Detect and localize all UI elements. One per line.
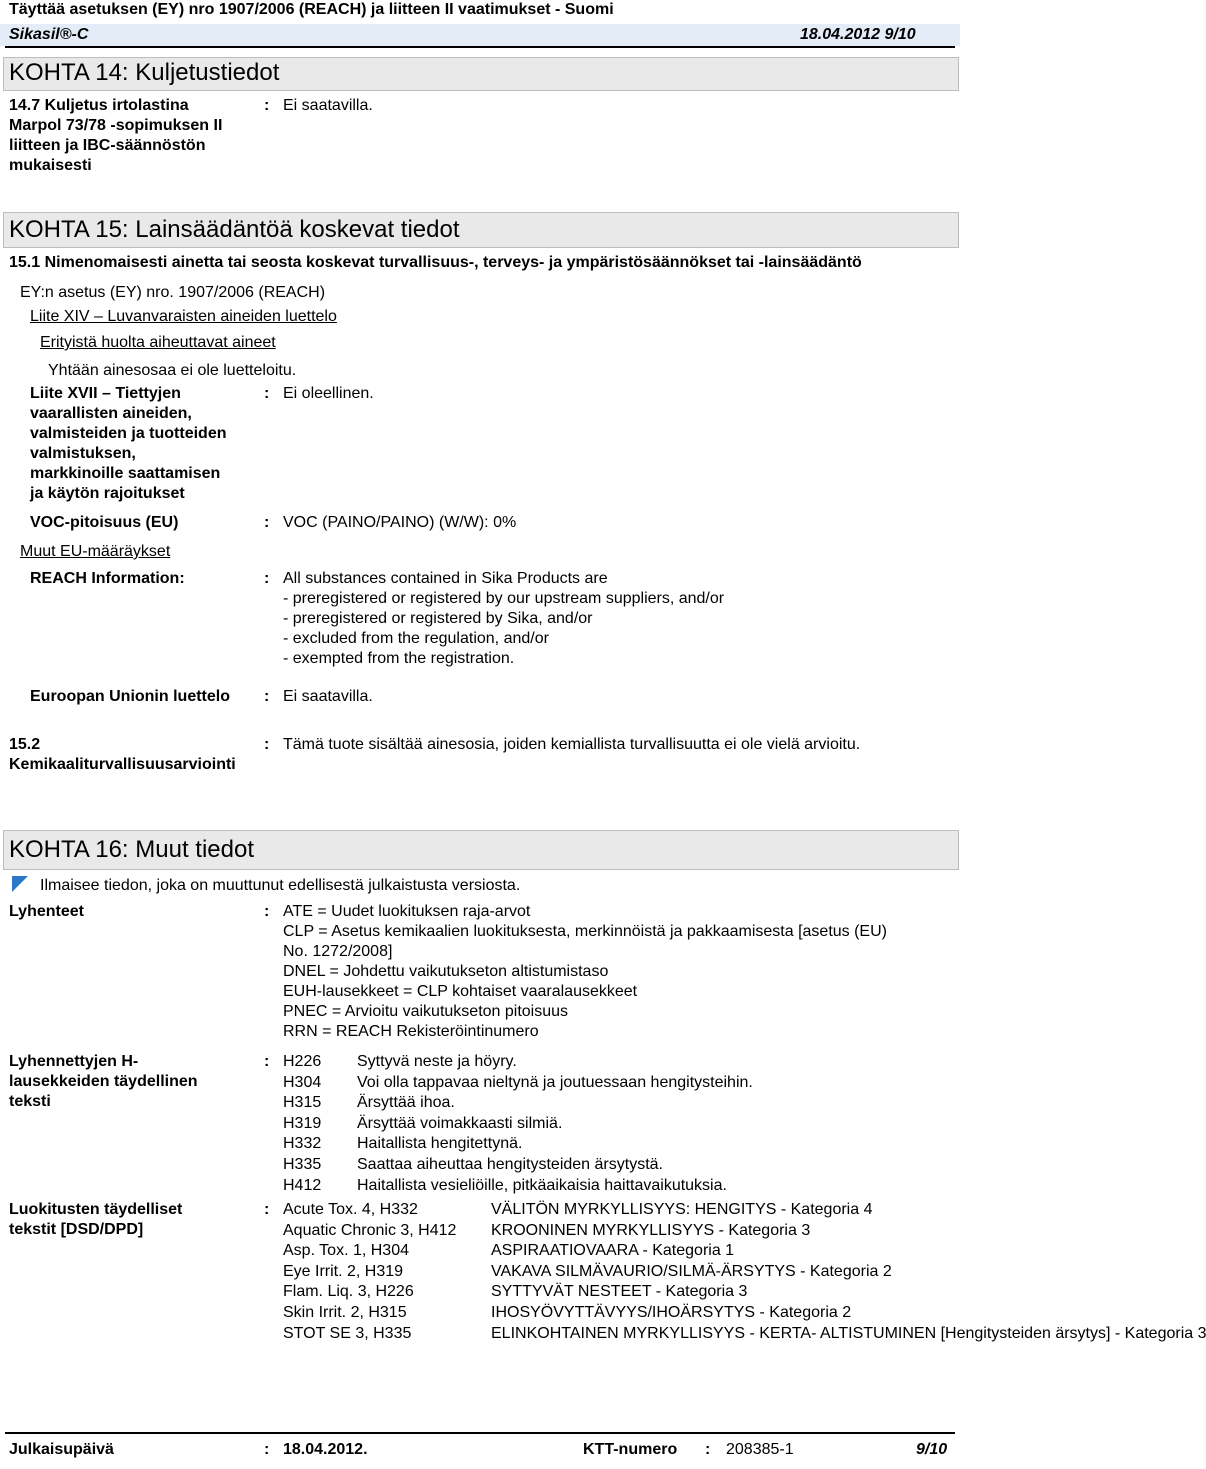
classifications-label: Luokitusten täydelliset tekstit [DSD/DPD]	[9, 1201, 183, 1238]
list-item	[357, 1052, 517, 1072]
h-code: H315	[283, 1094, 322, 1111]
list-item	[283, 1052, 321, 1072]
class-code: Aquatic Chronic 3, H412	[283, 1222, 457, 1239]
h-code: H304	[283, 1074, 322, 1091]
classifications-colon: :	[264, 1201, 270, 1218]
footer-ktt-label: KTT-numero	[583, 1441, 678, 1458]
footer-ktt-value: 208385-1	[726, 1441, 794, 1458]
h-text: Ärsyttää voimakkaasti silmiä.	[357, 1115, 563, 1132]
s14-bulk-transport-value: Ei saatavilla.	[283, 97, 373, 114]
class-text: ASPIRAATIOVAARA - Kategoria 1	[491, 1242, 735, 1259]
s15-1-subheading: 15.1 Nimenomaisesti ainetta tai seosta koskevat turvallisuus-, terveys- ja ympäristösäännökset tai -lainsäädäntö	[9, 254, 862, 271]
reach-info-colon: :	[264, 570, 270, 587]
list-item	[357, 1155, 663, 1175]
list-item	[283, 1176, 321, 1196]
h-text: Haitallista hengitettynä.	[357, 1135, 523, 1152]
class-code: Skin Irrit. 2, H315	[283, 1304, 407, 1321]
class-code: STOT SE 3, H335	[283, 1325, 412, 1342]
list-item	[283, 1134, 321, 1154]
class-text: IHOSYÖVYTTÄVYYS/IHOÄRSYTYS - Kategoria 2	[491, 1304, 852, 1321]
abbreviations-label: Lyhenteet	[9, 903, 84, 920]
h-statements-label: Lyhennettyjen H- lausekkeiden täydellinen teksti	[9, 1053, 198, 1110]
list-item	[283, 1241, 409, 1261]
footer-page-number: 9/10	[916, 1441, 948, 1458]
annex-17-value: Ei oleellinen.	[283, 385, 374, 402]
class-code: Acute Tox. 4, H332	[283, 1201, 418, 1218]
csa-colon: :	[264, 736, 270, 753]
list-item	[283, 1073, 321, 1093]
other-eu-heading: Muut EU-määräykset	[20, 543, 171, 560]
h-text: Voi olla tappavaa nieltynä ja joutuessaan hengitysteihin.	[357, 1074, 753, 1091]
header-date-page: 18.04.2012 9/10	[800, 26, 916, 43]
footer-ktt-colon: :	[705, 1441, 711, 1458]
svhc-heading: Erityistä huolta aiheuttavat aineet	[40, 334, 276, 351]
section-16-heading: KOHTA 16: Muut tiedot	[3, 830, 959, 870]
h-code: H226	[283, 1053, 322, 1070]
eu-list-label: Euroopan Unionin luettelo	[30, 688, 230, 705]
h-code: H335	[283, 1156, 322, 1173]
change-flag-icon	[12, 876, 28, 892]
classifications-list	[283, 1200, 1206, 1370]
header-rule	[5, 46, 955, 48]
annex-17-label: Liite XVII – Tiettyjen vaarallisten aineiden, valmisteiden ja tuotteiden valmistuksen, markkinoille saattamisen ja käytön rajoitukset	[30, 385, 227, 502]
list-item	[357, 1114, 562, 1134]
s14-bulk-transport-label: 14.7 Kuljetus irtolastina Marpol 73/78 -sopimuksen II liitteen ja IBC-säännöstön mukaisesti	[9, 97, 223, 174]
class-code: Eye Irrit. 2, H319	[283, 1263, 404, 1280]
list-item	[357, 1134, 522, 1154]
footer-pub-label: Julkaisupäivä	[9, 1441, 114, 1458]
h-code: H412	[283, 1177, 322, 1194]
product-name: Sikasil®-C	[9, 26, 89, 43]
list-item	[283, 1282, 414, 1302]
class-text: VÄLITÖN MYRKYLLISYYS: HENGITYS - Kategoria 4	[491, 1201, 873, 1218]
h-text: Saattaa aiheuttaa hengitysteiden ärsytystä.	[357, 1156, 663, 1173]
list-item	[283, 1155, 321, 1175]
eu-list-colon: :	[264, 688, 270, 705]
footer-pub-colon: :	[264, 1441, 270, 1458]
voc-colon: :	[264, 514, 270, 531]
csa-label: 15.2 Kemikaaliturvallisuusarviointi	[9, 736, 236, 773]
voc-label: VOC-pitoisuus (EU)	[30, 514, 179, 531]
h-statements-list	[283, 1052, 943, 1196]
voc-value: VOC (PAINO/PAINO) (W/W): 0%	[283, 514, 517, 531]
footer-pub-date: 18.04.2012.	[283, 1441, 368, 1458]
list-item	[491, 1324, 1206, 1344]
reach-info-value: All substances contained in Sika Products are - preregistered or registered by our upstream suppliers, and/or - preregistered or registered by Sika, and/or - excluded from the regulation, and/or - exempted from the registration.	[283, 570, 725, 667]
section-14-heading: KOHTA 14: Kuljetustiedot	[3, 57, 959, 91]
h-text: Haitallista vesieliöille, pitkäaikaisia haittavaikutuksia.	[357, 1177, 727, 1194]
h-text: Syttyvä neste ja höyry.	[357, 1053, 517, 1070]
class-code: Asp. Tox. 1, H304	[283, 1242, 409, 1259]
reach-regulation: EY:n asetus (EY) nro. 1907/2006 (REACH)	[20, 284, 326, 301]
svhc-text: Yhtään ainesosaa ei ole luetteloitu.	[48, 362, 297, 379]
list-item	[357, 1073, 753, 1093]
change-note: Ilmaisee tiedon, joka on muuttunut edellisestä julkaistusta versiosta.	[40, 877, 521, 894]
footer-rule	[5, 1432, 955, 1434]
section-15-heading: KOHTA 15: Lainsäädäntöä koskevat tiedot	[3, 212, 959, 248]
h-text: Ärsyttää ihoa.	[357, 1094, 455, 1111]
abbreviations-colon: :	[264, 903, 270, 920]
class-text: KROONINEN MYRKYLLISYYS - Kategoria 3	[491, 1222, 811, 1239]
abbreviations-value: ATE = Uudet luokituksen raja-arvot CLP = Asetus kemikaalien luokituksesta, merkinnöistä ja pakkaamisesta [asetus (EU) No. 1272/2008] DNEL = Johdettu vaikutukseton altistumistaso EUH-lausekkeet = CLP kohtaiset vaaralausekkeet PNEC = Arvioitu vaikutukseton pitoisuus RRN = REACH Rekisteröintinumero	[283, 903, 887, 1040]
h-statements-colon: :	[264, 1053, 270, 1070]
eu-list-value: Ei saatavilla.	[283, 688, 373, 705]
list-item	[491, 1262, 892, 1282]
list-item	[491, 1241, 734, 1261]
annex-14-heading: Liite XIV – Luvanvaraisten aineiden luettelo	[30, 308, 337, 325]
list-item	[491, 1282, 747, 1302]
class-text: VAKAVA SILMÄVAURIO/SILMÄ-ÄRSYTYS - Kategoria 2	[491, 1263, 892, 1280]
s14-colon: :	[264, 97, 270, 114]
annex-17-colon: :	[264, 385, 270, 402]
list-item	[283, 1093, 321, 1113]
list-item	[283, 1324, 411, 1344]
class-text: SYTTYVÄT NESTEET - Kategoria 3	[491, 1283, 748, 1300]
h-code: H332	[283, 1135, 322, 1152]
list-item	[283, 1114, 321, 1134]
reach-info-label: REACH Information:	[30, 570, 185, 587]
list-item	[283, 1303, 407, 1323]
list-item	[357, 1093, 455, 1113]
class-code: Flam. Liq. 3, H226	[283, 1283, 414, 1300]
list-item	[491, 1200, 872, 1220]
h-code: H319	[283, 1115, 322, 1132]
list-item	[491, 1303, 851, 1323]
list-item	[283, 1200, 418, 1220]
list-item	[491, 1221, 810, 1241]
list-item	[283, 1262, 403, 1282]
list-item	[357, 1176, 727, 1196]
csa-value: Tämä tuote sisältää ainesosia, joiden kemiallista turvallisuutta ei ole vielä arvioitu.	[283, 736, 861, 753]
document-title: Täyttää asetuksen (EY) nro 1907/2006 (REACH) ja liitteen II vaatimukset - Suomi	[9, 1, 614, 18]
list-item	[283, 1221, 456, 1241]
class-text: ELINKOHTAINEN MYRKYLLISYYS - KERTA- ALTISTUMINEN [Hengitysteiden ärsytys] - Kategoria 3	[491, 1325, 1206, 1342]
